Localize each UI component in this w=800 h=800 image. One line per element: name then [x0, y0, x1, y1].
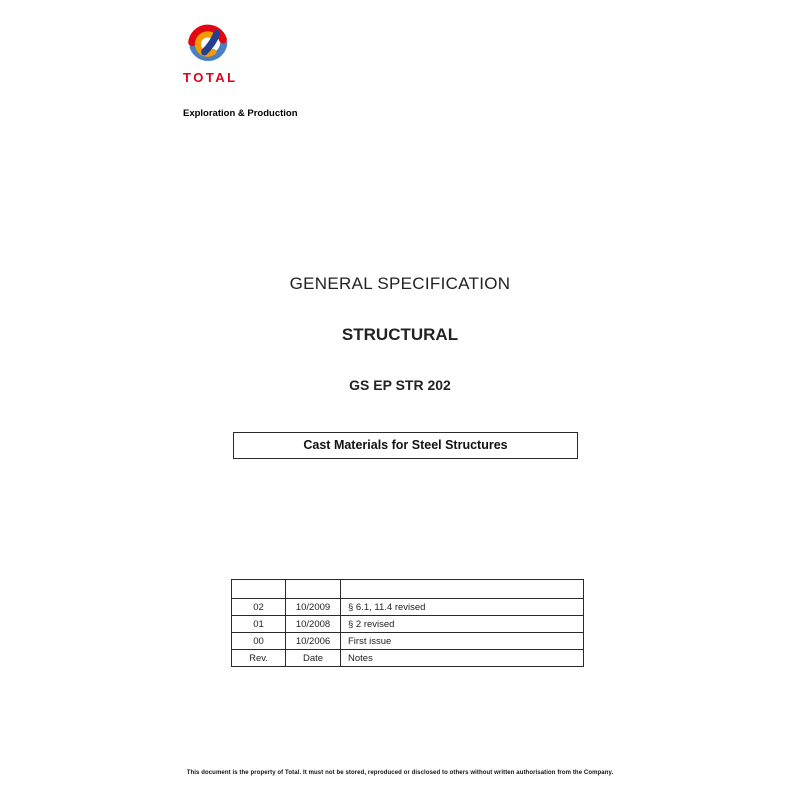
rev-cell: 02 [232, 599, 286, 616]
date-cell: 10/2009 [286, 599, 341, 616]
notes-cell: § 2 revised [341, 616, 584, 633]
rev-cell [232, 580, 286, 599]
confidentiality-notice: This document is the property of Total. It must not be stored, reproduced or disclosed to others without written authorisation from the Company. [186, 770, 614, 776]
doc-number: GS EP STR 202 [349, 377, 451, 393]
table-row [232, 599, 584, 616]
doc-title-box: Cast Materials for Steel Structures [233, 432, 578, 459]
table-row [232, 580, 584, 599]
notes-cell: First issue [341, 633, 584, 650]
table-header-row [232, 650, 584, 667]
discipline-title: STRUCTURAL [341, 325, 459, 344]
rev-cell: 00 [232, 633, 286, 650]
total-globe-icon [185, 22, 231, 66]
date-cell: 10/2008 [286, 616, 341, 633]
division-label: Exploration & Production [183, 108, 298, 119]
date-cell [286, 580, 341, 599]
rev-header-cell: Rev. [232, 650, 286, 667]
table-row [232, 616, 584, 633]
total-wordmark: TOTAL [183, 70, 238, 85]
table-row [232, 633, 584, 650]
rev-cell: 01 [232, 616, 286, 633]
notes-cell: § 6.1, 11.4 revised [341, 599, 584, 616]
revision-table [231, 579, 584, 667]
total-logo [183, 22, 303, 84]
date-cell: 10/2006 [286, 633, 341, 650]
date-header-cell: Date [286, 650, 341, 667]
doc-type-title: GENERAL SPECIFICATION [289, 274, 511, 293]
notes-cell [341, 580, 584, 599]
notes-header-cell: Notes [341, 650, 584, 667]
